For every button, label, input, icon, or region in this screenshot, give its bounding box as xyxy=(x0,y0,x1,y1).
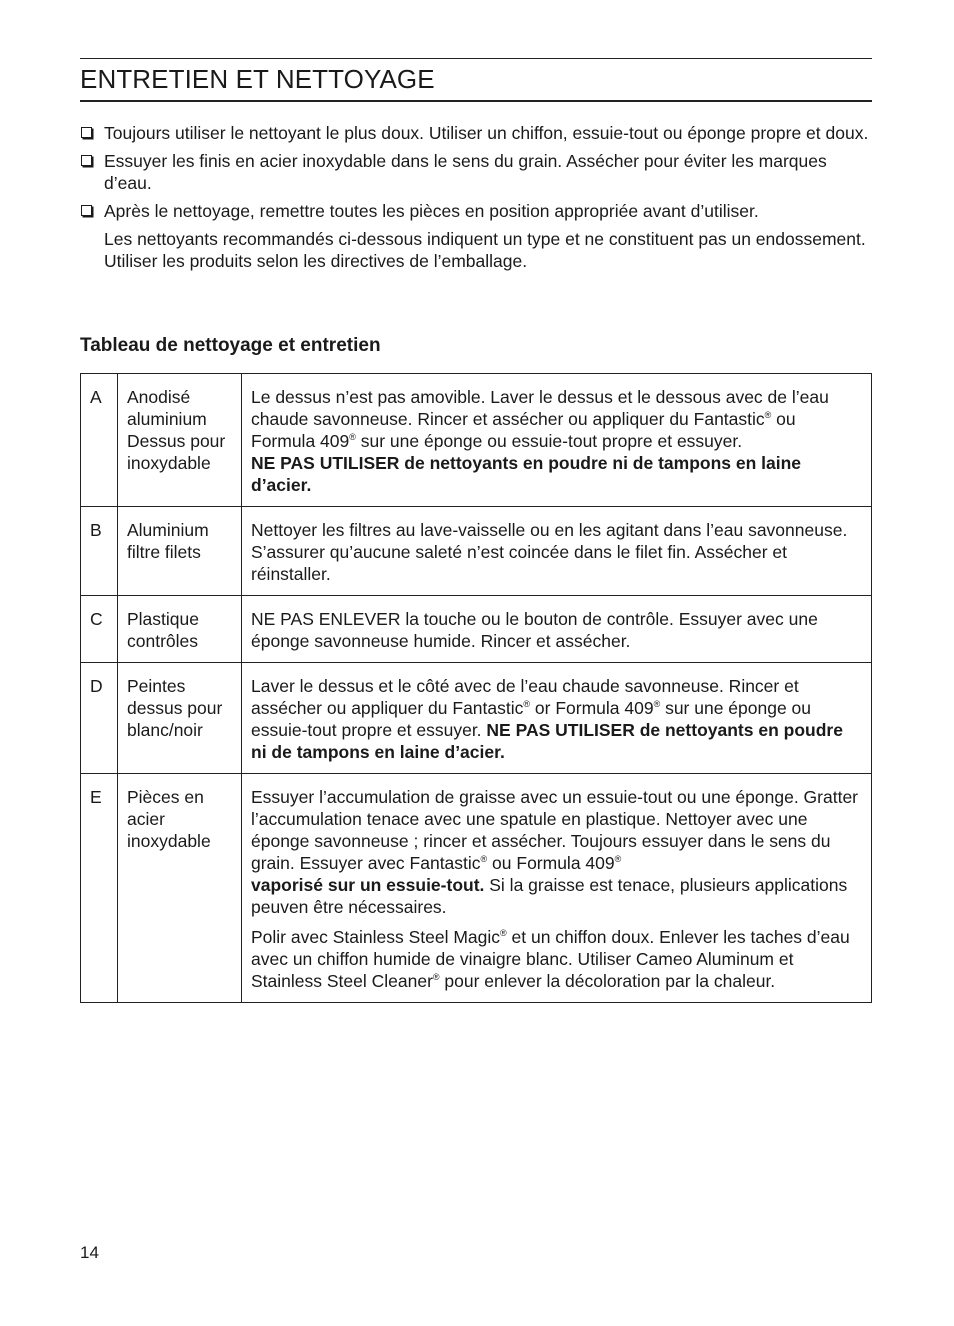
row-letter: C xyxy=(81,596,118,663)
list-item xyxy=(80,122,872,144)
registered-mark: ® xyxy=(480,854,488,864)
material-line: Peintes xyxy=(127,676,186,696)
emphasis-text: vaporisé sur un essuie-tout. xyxy=(251,875,485,895)
material-line: Dessus pour xyxy=(127,431,226,451)
instruction-cell xyxy=(242,774,872,1003)
row-letter: A xyxy=(81,374,118,507)
instruction-text: Le dessus n’est pas amovible. Laver le dessus et le dessous avec de l’eau chaude savonneuse. Rincer et assécher ou appliquer du Fantastic xyxy=(251,387,829,429)
row-letter: E xyxy=(81,774,118,1003)
instruction-paragraph xyxy=(251,675,863,763)
registered-mark: ® xyxy=(614,854,622,864)
material-line: Aluminium xyxy=(127,520,209,540)
instruction-paragraph: Nettoyer les filtres au lave-vaisselle ou en les agitant dans l’eau savonneuse. S’assurer qu’aucune saleté n’est coincée dans le filet fin. Assécher et réinstaller. xyxy=(251,520,848,584)
material-line: blanc/noir xyxy=(127,720,203,740)
instruction-paragraph xyxy=(251,786,863,918)
list-item xyxy=(80,150,872,194)
instruction-text: Si la graisse est tenace, plusieurs applications peuven être nécessaires. xyxy=(251,875,848,917)
bullet-text: Après le nettoyage, remettre toutes les pièces en position appropriée avant d’utiliser. xyxy=(104,201,759,221)
registered-mark: ® xyxy=(500,928,507,938)
material-line: Pièces en xyxy=(127,787,204,807)
instruction-text: or Formula 409 xyxy=(530,698,654,718)
instruction-text: Essuyer l’accumulation de graisse avec un essuie-tout ou une éponge. Gratter l’accumulation tenace avec une spatule en plastique. Nettoyer avec une éponge savonneuse ; rincer et assécher. Toujours essuyer dans le sens du grain. Essuyer avec Fantastic xyxy=(251,787,859,873)
material-line: acier xyxy=(127,809,165,829)
material-cell xyxy=(118,774,242,1003)
instruction-text: pour enlever la décoloration par la chaleur. xyxy=(439,971,776,991)
row-letter: D xyxy=(81,663,118,774)
table-row xyxy=(81,374,872,507)
registered-mark: ® xyxy=(349,432,356,442)
table-row xyxy=(81,507,872,596)
material-line: aluminium xyxy=(127,409,207,429)
title-divider xyxy=(80,100,872,102)
material-line: inoxydable xyxy=(127,453,211,473)
page-number: 14 xyxy=(80,1243,99,1262)
instruction-paragraph xyxy=(251,386,863,496)
instruction-text: Polir avec Stainless Steel Magic xyxy=(251,927,500,947)
material-cell xyxy=(118,663,242,774)
instruction-text: sur une éponge ou essuie-tout propre et essuyer. xyxy=(355,431,743,451)
instruction-text: sur une éponge ou essuie-tout propre et essuyer. xyxy=(251,698,812,740)
list-item xyxy=(80,200,872,222)
registered-mark: ® xyxy=(523,699,531,709)
bullet-text: Toujours utiliser le nettoyant le plus doux. Utiliser un chiffon, essuie-tout ou éponge propre et doux. xyxy=(104,123,869,143)
instruction-text: ou Formula 409 xyxy=(487,853,615,873)
instruction-paragraph: NE PAS ENLEVER la touche ou le bouton de contrôle. Essuyer avec une éponge savonneuse humide. Rincer et assécher. xyxy=(251,609,818,651)
checkbox-icon xyxy=(81,127,92,138)
material-line: Plastique xyxy=(127,609,199,629)
checkbox-icon xyxy=(81,155,92,166)
material-cell xyxy=(118,596,242,663)
table-row xyxy=(81,663,872,774)
row-letter: B xyxy=(81,507,118,596)
material-line: dessus pour xyxy=(127,698,223,718)
material-line: filtre filets xyxy=(127,542,201,562)
table-row xyxy=(81,774,872,1003)
table-title: Tableau de nettoyage et entretien xyxy=(80,335,381,356)
material-cell xyxy=(118,374,242,507)
material-line: Anodisé xyxy=(127,387,191,407)
bullet-list xyxy=(80,122,872,272)
instruction-cell xyxy=(242,596,872,663)
instruction-cell xyxy=(242,374,872,507)
checkbox-icon xyxy=(81,205,92,216)
instruction-text: Laver le dessus et le côté avec de l’eau chaude savonneuse. Rincer et assécher ou appliquer du Fantastic xyxy=(251,676,799,718)
registered-mark: ® xyxy=(432,972,440,982)
warning-text: NE PAS UTILISER de nettoyants en poudre ni de tampons en laine d’acier. xyxy=(251,453,802,495)
page-title: ENTRETIEN ET NETTOYAGE xyxy=(80,64,435,94)
registered-mark: ® xyxy=(653,699,661,709)
warning-text: NE PAS UTILISER de nettoyants en poudre ni de tampons en laine d’acier. xyxy=(251,720,843,762)
instruction-paragraph xyxy=(251,926,863,992)
material-line: inoxydable xyxy=(127,831,211,851)
cleaning-table xyxy=(80,373,872,1003)
bullet-text: Essuyer les finis en acier inoxydable dans le sens du grain. Assécher pour éviter les marques d’eau. xyxy=(104,151,827,193)
material-line: contrôles xyxy=(127,631,199,651)
table-row xyxy=(81,596,872,663)
instruction-cell xyxy=(242,507,872,596)
instruction-text: ou Formula 409 xyxy=(251,409,796,451)
recommendation-note: Les nettoyants recommandés ci-dessous indiquent un type et ne constituent pas un endossement. Utiliser les produits selon les directives de l’emballage. xyxy=(104,229,866,271)
instruction-cell xyxy=(242,663,872,774)
registered-mark: ® xyxy=(764,410,772,420)
instruction-text: et un chiffon doux. Enlever les taches d’eau avec un chiffon humide de vinaigre blanc. Utiliser Cameo Aluminum et Stainless Steel Cleaner xyxy=(251,927,850,991)
top-divider xyxy=(80,58,872,59)
material-cell xyxy=(118,507,242,596)
